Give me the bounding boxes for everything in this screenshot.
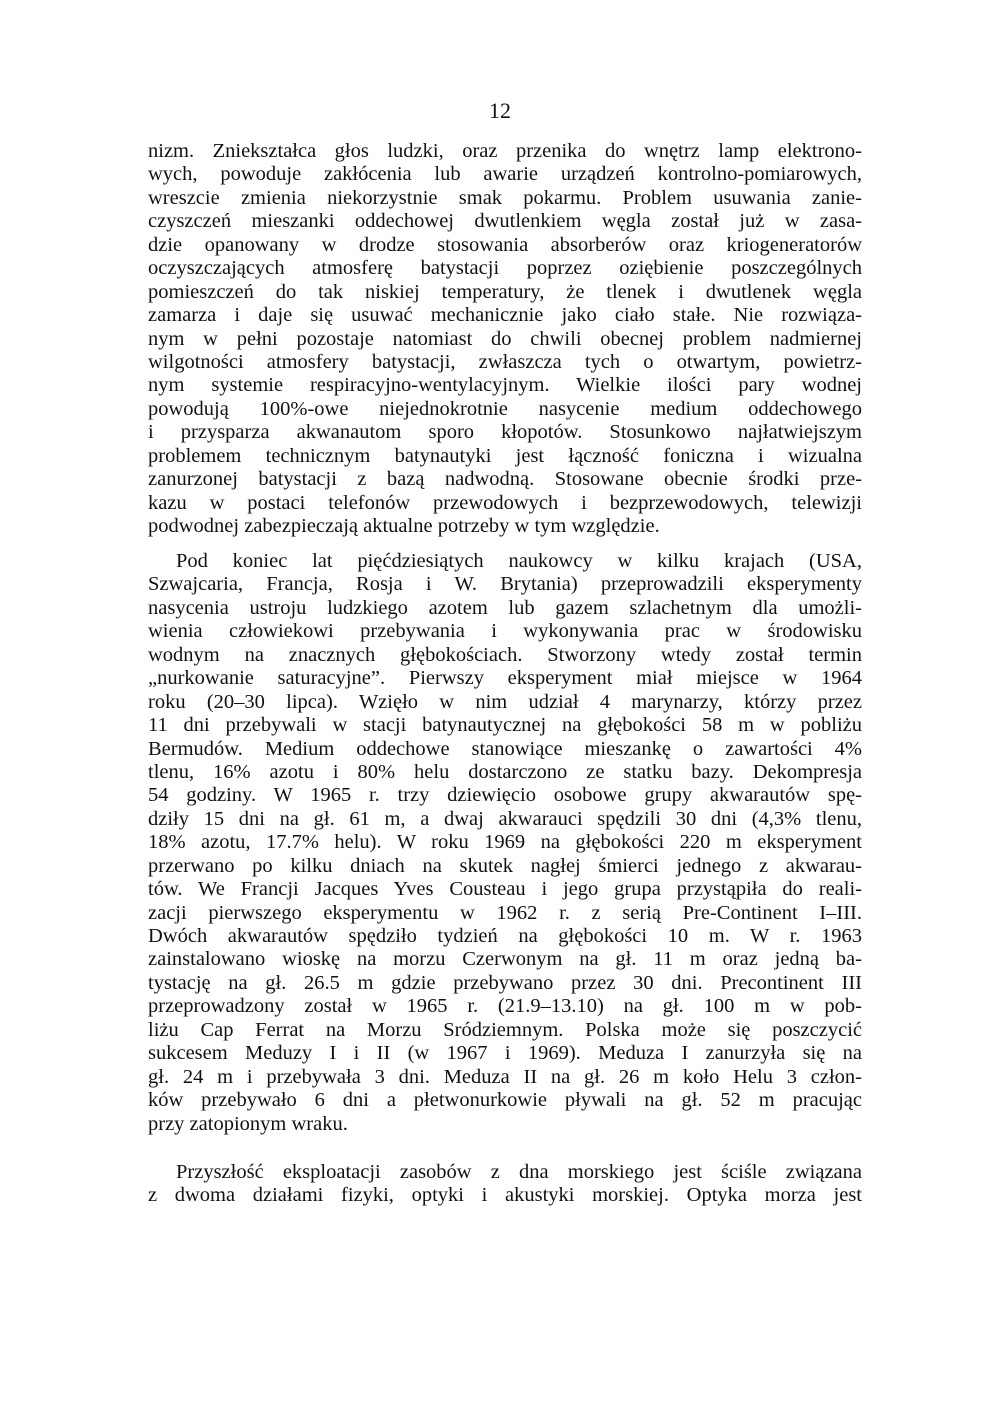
paragraph-line: tów. We Francji Jacques Yves Cousteau i jego grupa przystąpiła do reali- [148,878,862,901]
paragraph-line: nasycenia ustroju ludzkiego azotem lub gazem szlachetnym dla umożli- [148,596,862,619]
paragraph-line: zamarza i daje się usuwać mechanicznie jako ciało stałe. Nie rozwiąza- [148,304,862,327]
paragraph-line: nym systemie respiracyjno-wentylacyjnym. Wielkie ilości pary wodnej [148,374,862,397]
paragraph-line: „nurkowanie saturacyjne”. Pierwszy eksperyment miał miejsce w 1964 [148,667,862,690]
paragraph-line: zainstalowano wioskę na morzu Czerwonym na gł. 11 m oraz jedną ba- [148,948,862,971]
paragraph-line: nizm. Zniekształca głos ludzki, oraz przenika do wnętrz lamp elektrono- [148,140,862,162]
paragraph-line: podwodnej zabezpieczają aktualne potrzeby w tym względzie. [148,515,660,537]
paragraph-line: przeprowadzony został w 1965 r. (21.9–13.10) na gł. 100 m w pob- [148,995,862,1018]
paragraph-line: ków przebywało 6 dni a płetwonurkowie pływali na gł. 52 m pracując [148,1089,862,1112]
page-number: 12 [489,98,511,123]
paragraph-line: zacji pierwszego eksperymentu w 1962 r. z serią Pre-Continent I–III. [148,901,862,924]
paragraph-line: problemem technicznym batynautyki jest łączność foniczna i wizualna [148,444,862,467]
paragraph-3 [148,1161,862,1208]
paragraph-line: wodnym na znacznych głębokościach. Stworzony wtedy został termin [148,643,862,666]
paragraph-line: Dwóch akwarautów spędziło tydzień na głębokości 10 m. W r. 1963 [148,925,862,947]
paragraph-line: oczyszczających atmosferę batystacji poprzez oziębienie poszczególnych [148,257,862,280]
paragraph-line: roku (20–30 lipca). Wzięło w nim udział 4 marynarzy, którzy przez [148,690,862,713]
paragraph-line: wych, powoduje zakłócenia lub awarie urządzeń kontrolno-pomiarowych, [148,163,862,186]
paragraph-line: 54 godziny. W 1965 r. trzy dziewięcio osobowe grupy akwarautów spę- [148,784,862,807]
paragraph-line: 11 dni przebywali w stacji batynautycznej na głębokości 58 m w pobliżu [148,714,862,737]
paragraph-line: przy zatopionym wraku. [148,1112,348,1135]
paragraph-line: tystację na gł. 26.5 m gdzie przebywano przez 30 dni. Precontinent III [148,971,862,994]
paragraph-line: i przysparza akwanautom sporo kłopotów. Stosunkowo najłatwiejszym [148,421,862,444]
paragraph-line: gł. 24 m i przebywała 3 dni. Meduza II na gł. 26 m koło Helu 3 człon- [148,1065,862,1088]
paragraph-line: nym w pełni pozostaje natomiast do chwili obecnej problem nadmiernej [148,327,862,350]
paragraph-line: wienia człowiekowi przebywania i wykonywania prac w środowisku [148,620,862,643]
paragraph-line: pomieszczeń do tak niskiej temperatury, że tlenek i dwutlenek węgla [148,280,862,303]
paragraph-2 [148,550,862,1136]
paragraph-line: wilgotności atmosfery batystacji, zwłaszcza tych o otwartym, powietrz- [148,350,862,373]
paragraph-line: dziły 15 dni na gł. 61 m, a dwaj akwarauci spędzili 30 dni (4,3% tlenu, [148,807,862,830]
paragraph-line: czyszczeń mieszanki oddechowej dwutlenkiem węgla został już w zasa- [148,210,862,233]
paragraph-line: kazu w postaci telefonów przewodowych i bezprzewodowych, telewizji [148,491,862,514]
paragraph-line: tlenu, 16% azotu i 80% helu dostarczono ze statku bazy. Dekompresja [148,760,862,783]
paragraph-line: zanurzonej batystacji z bazą nadwodną. Stosowane obecnie środki prze- [148,468,862,491]
paragraph-line: Szwajcaria, Francja, Rosja i W. Brytania) przeprowadzili eksperymenty [148,573,862,596]
paragraph-line: z dwoma działami fizyki, optyki i akustyki morskiej. Optyka morza jest [148,1184,862,1207]
paragraph-line: przerwano po kilku dniach na skutek nagłej śmierci jednego z akwarau- [148,854,862,877]
paragraph-line: sukcesem Meduzy I i II (w 1967 i 1969). Meduza I zanurzyła się na [148,1042,862,1065]
paragraph-line: Pod koniec lat pięćdziesiątych naukowcy w kilku krajach (USA, [176,550,862,572]
paragraph-line: Bermudów. Medium oddechowe stanowiące mieszankę o zawartości 4% [148,737,862,760]
paragraph-1 [148,140,862,538]
paragraph-line: liżu Cap Ferrat na Morzu Sródziemnym. Polska może się poszczycić [148,1018,862,1041]
paragraph-line: powodują 100%-owe niejednokrotnie nasycenie medium oddechowego [148,397,862,420]
paragraph-line: Przyszłość eksploatacji zasobów z dna morskiego jest ściśle związana [176,1161,862,1183]
paragraph-line: 18% azotu, 17.7% helu). W roku 1969 na głębokości 220 m eksperyment [148,831,862,854]
paragraph-line: wreszcie zmienia niekorzystnie smak pokarmu. Problem usuwania zanie- [148,186,862,209]
paragraph-line: dzie opanowany w drodze stosowania absorberów oraz kriogeneratorów [148,233,862,256]
